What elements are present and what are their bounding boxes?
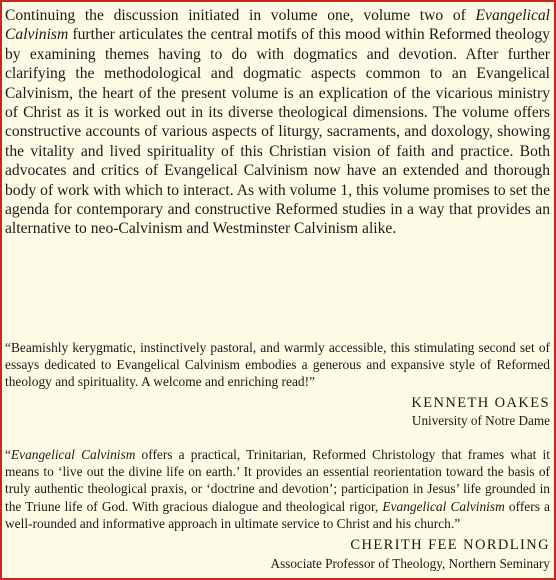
endorser-name-1: KENNETH OAKES bbox=[411, 395, 550, 411]
book-title: Evangelical Calvinism bbox=[382, 498, 505, 514]
endorser-affiliation-1: University of Notre Dame bbox=[411, 413, 550, 428]
endorser-name-2: CHERITH FEE NORDLING bbox=[350, 537, 550, 553]
endorsement-quote-2: “Evangelical Calvinism offers a practical, Trinitarian, Reformed Christology that frames what it means to ‘live out the divine life on earth.’ It provides an essential reorientation toward the basis of truly authentic theological praxis, or ‘doctrine and devotion’; participation in Jesus’ life grounded in the Triune life of God. With gracious dialogue and theological rigor, Evangelical Calvinism offers a well-rounded and informative approach in ultimate service to Christ and his church.” bbox=[5, 447, 550, 531]
book-title: Evangelical Calvinism bbox=[5, 7, 550, 44]
endorsement-quote-1: “Beamishly kerygmatic, instinctively pastoral, and warmly accessible, this stimulating second set of essays dedicated to Evangelical Calvinism embodies a generous and expansive style of Reformed theology and spirituality. A welcome and enriching read!” bbox=[5, 340, 550, 390]
endorser-affiliation-2: Associate Professor of Theology, Northern Seminary bbox=[270, 556, 550, 571]
book-title: Evangelical Calvinism bbox=[10, 447, 136, 462]
book-description: Continuing the discussion initiated in volume one, volume two of Evangelical Calvinism further articulates the central motifs of this mood within Reformed theology by examining themes having to do with dogmatics and devotion. After further clarifying the methodological and dogmatic aspects common to an Evangelical Calvinism, the heart of the present volume is an explication of the vicarious ministry of Christ as it is worked out in its diverse theological dimensions. The volume offers constructive accounts of various aspects of liturgy, sacraments, and doxology, showing the vitality and lived spirituality of this Christian vision of faith and practice. Both advocates and critics of Evangelical Calvinism now have an extended and thorough body of work with which to interact. As with volume 1, this volume promises to set the agenda for contemporary and constructive Reformed studies in a way that provides an alternative to neo-Calvinism and Westminster Calvinism alike. bbox=[5, 7, 550, 238]
